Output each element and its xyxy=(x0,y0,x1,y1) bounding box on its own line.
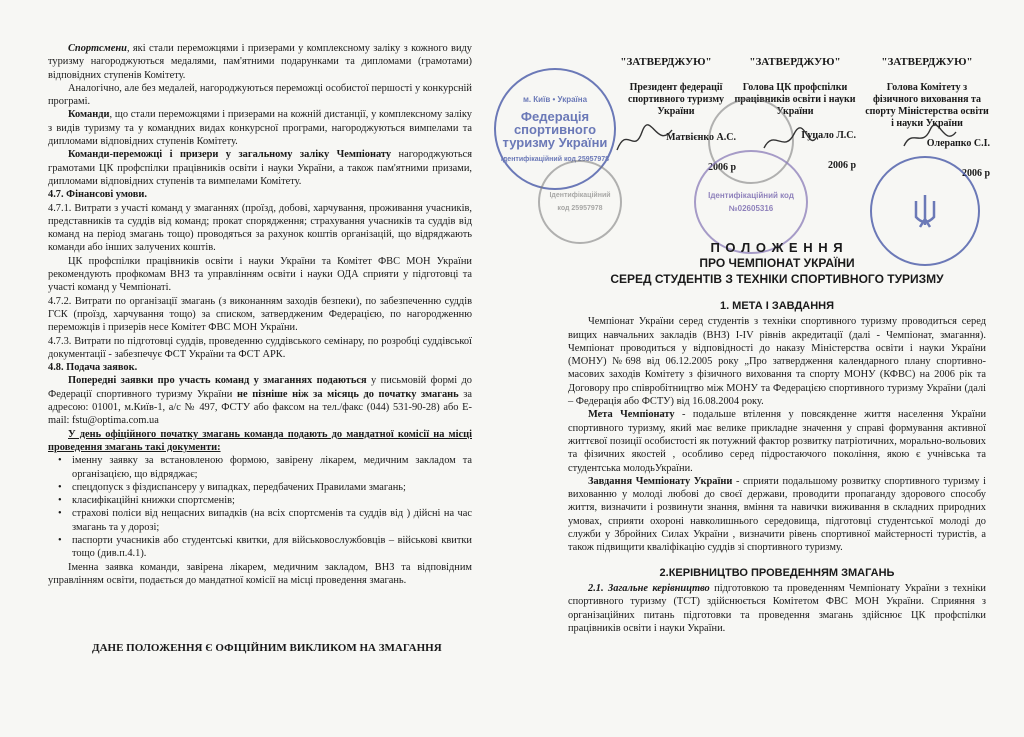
section-heading-2: 2.КЕРІВНИЦТВО ПРОВЕДЕННЯМ ЗМАГАНЬ xyxy=(659,566,895,579)
stamp-code: Ідентифікаційний код №02605316 xyxy=(708,191,794,213)
approver-name: Олерапко С.І. xyxy=(926,138,990,149)
bold-term: не пізніше ніж за місяць до початку змагань xyxy=(237,388,459,400)
stamp-org: Федерація спортивного туризму України xyxy=(502,108,608,150)
paragraph-sportsmen xyxy=(48,42,472,82)
approve-label: "ЗАТВЕРДЖУЮ" xyxy=(881,56,973,68)
document-subtitle-2: СЕРЕД СТУДЕНТІВ З ТЕХНІКИ СПОРТИВНОГО ТУРИЗМУ xyxy=(610,272,944,286)
paragraph-management xyxy=(568,582,986,635)
federation-stamp-small xyxy=(538,160,622,244)
document-subtitle: ПРО ЧЕМПІОНАТ УКРАЇНИ xyxy=(699,256,855,270)
section-heading-4-8: 4.8. Подача заявок. xyxy=(48,362,138,374)
text: за адресою: 01001, м.Київ-1, а/с № 497, ФСТУ або факсом на тел./факс (044) 531-90-28) або E-mail: fstu@optima.com.ua xyxy=(48,388,472,427)
approve-label: "ЗАТВЕРДЖУЮ" xyxy=(620,56,712,68)
approver-role: Президент федерації спортивного туризму України xyxy=(627,82,725,117)
text: , що стали переможцями і призерами на кожній дистанції, у комплексному заліку з видів туризму та у командних видах конкурсної програми, нагороджуються вимпелами та дипломами відповідних ступенів Комітету. xyxy=(48,109,472,148)
text: у письмовій формі до Федерації спортивного туризму України xyxy=(48,375,472,400)
signature-gutsalo-icon xyxy=(760,124,820,160)
paragraph-championship: Чемпіонат України серед студентів з техніки спортивного туризму проводиться серед вищих навчальних закладів (ВНЗ) І-ІV рівнів акредитації (далі - Чемпіонат, змагання). Чемпіонат проводиться у відповідності до наказу Міністерства освіти і науки України (МОНУ) №698 від 06.12.2005 року „Про затвердження календарного плану спортивно-масових заходів Комітету з фізичного виховання та спорту МОНУ (КФВС) на 2006 рік та Договору про співробітництво між МОНУ та Федерацією спортивного туризму України (далі – Федерація або ФСТУ) від 16.08.2004 року. xyxy=(568,316,986,408)
trident-emblem-icon xyxy=(910,191,940,231)
section-heading-4-7: 4.7. Фінансові умови. xyxy=(48,189,147,201)
bold-term: Завдання Чемпіонату України xyxy=(588,475,733,487)
right-page-text xyxy=(568,292,986,635)
approve-label: "ЗАТВЕРДЖУЮ" xyxy=(749,56,841,68)
approval-date: 2006 р xyxy=(827,160,856,171)
left-page-text xyxy=(48,42,472,587)
bold-term: 2.1. Загальне керівництво xyxy=(588,582,710,594)
bold-term: Мета Чемпіонату xyxy=(588,409,675,421)
paragraph-named-application: Іменна заявка команди, завірена лікарем, медичним закладом, ВНЗ та відповідним управлінням освіти, подається до мандатної комісії на місці проведення змагань. xyxy=(48,561,472,586)
documents-list xyxy=(48,454,472,560)
text: нагороджуються грамотами ЦК профспілки працівників освіти і науки України, а також пам'ятними призами, дипломами відповідних ступенів та вимпелами Комітету. xyxy=(48,149,472,187)
approver-role: Голова Комітету з фізичного виховання та спорту Міністерства освіти і науки України xyxy=(865,82,989,129)
stamp-city: м. Київ • Україна xyxy=(522,94,588,104)
list-item: • спецдопуск з фіздиспансеру у випадках, передбачених Правилами змагань; xyxy=(64,481,472,494)
paragraph-tasks xyxy=(568,475,986,555)
approver-name: Гуцало Л.С. xyxy=(801,130,856,141)
union-stamp-purple xyxy=(694,150,808,254)
stamp-code: Ідентифікаційний код 25957978 xyxy=(500,155,610,163)
section-heading-1: 1. МЕТА І ЗАВДАННЯ xyxy=(719,300,835,312)
paragraph-winners xyxy=(48,148,472,188)
list-item: • класифікаційні книжки спортсменів; xyxy=(64,494,472,507)
text: - сприяти подальшому розвитку спортивного туризму і вихованню у молоді любові до своєї держави, проводити пропаганду здорового способу життя, визначити і розвинути знання, вміння та навички виживання в складних природних умовах, сприяти охороні навколишнього середовища, підготовці студентської молоді до служби у Збройних Силах України , визначити рівень спортивної майстерності туристів, а також підвищити кваліфікацію суддів зі спортивного туризму. xyxy=(568,475,986,554)
bold-term: Команди-переможці і призери у загальному заліку Чемпіонату xyxy=(68,149,392,161)
bold-term: Команди xyxy=(68,109,110,121)
paragraph-documents-heading: У день офіційного початку змагань команда подають до мандатної комісії на місці проведення змагань такі документи: xyxy=(48,428,472,453)
paragraph-4-7-2: 4.7.2. Витрати по організації змагань (з виконанням заходів безпеки), по забезпеченню суддів ГСК (проїзд, харчування тощо) за списком, затвердженим Федерацією, по нагородженню переможців і призерів несе Комітет ФВС МОН України. xyxy=(48,295,472,334)
list-item: • іменну заявку за встановленою формою, завірену лікарем, медичним закладом та організацією, що відряджає; xyxy=(64,454,472,481)
bold-term: Попередні заявки про участь команд у змаганнях подаються xyxy=(68,375,367,387)
paragraph-analog: Аналогічно, але без медалей, нагороджуються переможці особистої першості у конкурсній програмі. xyxy=(48,82,472,108)
list-item: • страхові поліси від нещасних випадків (на всіх спортсменів та суддів від ) дійсні на час змагань та у дорозі; xyxy=(64,507,472,534)
approver-role: Голова ЦК профспілки працівників освіти і науки України xyxy=(734,82,856,117)
official-call-notice: ДАНЕ ПОЛОЖЕННЯ Є ОФІЦІЙНИМ ВИКЛИКОМ НА ЗМАГАННЯ xyxy=(92,642,442,654)
paragraph-4-7-3: 4.7.3. Витрати по підготовці суддів, проведенню суддівського семінару, по розробці суддівської документації - забезпечує ФСТ України та ФСТ АРК. xyxy=(48,335,472,360)
bold-term: Спортсмени xyxy=(68,43,127,54)
stamp-code: Ідентифікаційний код 25957978 xyxy=(549,192,611,212)
signature-olerapko-icon xyxy=(900,120,960,156)
document-title: П О Л О Ж Е Н Н Я xyxy=(710,240,844,255)
approval-date: 2006 р xyxy=(707,162,736,173)
text: - подальше втілення у повсякденне життя населення України спортивного туризму, який має велике прикладне значення у справі формування активної життєвої позиції особистості як потужний фактор розвитку патріотичних, морально-вольових та фізичних якостей , особливо серед підростаючого покоління, якою є учнівська та студентська молодьУкраїни. xyxy=(568,409,987,474)
approval-date: 2006 р xyxy=(961,168,990,179)
paragraph-applications xyxy=(48,374,472,427)
paragraph-4-7-1b: ЦК профспілки працівників освіти і науки України та Комітет ФВС МОН України рекомендують профкомам ВНЗ та управлінням освіти і науки ОДА сприяти у підготовці та участі команд у Чемпіонаті. xyxy=(48,255,472,294)
paragraph-goal xyxy=(568,408,986,474)
signature-matvienko-icon xyxy=(612,120,682,160)
text: , які стали переможцями і призерами у комплексному заліку з кожного виду туризму нагороджуються медалями, пам'ятними подарунками та дипломами (грамотами) відповідних ступенів Комітету. xyxy=(48,43,472,81)
paragraph-teams xyxy=(48,108,472,148)
text: підготовкою та проведенням Чемпіонату України з техніки спортивного туризму (ТСТ) здійснюється Комітетом ФВС МОН України. Сприяння з організаційних питань підготовки та проведення змагань здійснює ЦК профспілки працівників освіти і науки України. xyxy=(568,582,986,634)
federation-stamp-text xyxy=(496,93,614,166)
paragraph-4-7-1: 4.7.1. Витрати з участі команд у змаганнях (проїзд, добові, харчування, проживання учасників, представників та суддів від команд; прокат спорядження; страхування учасників та суддів від команд на період змагань тощо) проводяться за рахунок коштів організацій, що відряджають команди або інших залучених коштів. xyxy=(48,202,472,254)
list-item: • паспорти учасників або студентські квитки, для військовослужбовців – військові квитки тощо (див.п.4.1). xyxy=(64,534,472,561)
approver-name: Матвієнко А.С. xyxy=(666,132,736,143)
